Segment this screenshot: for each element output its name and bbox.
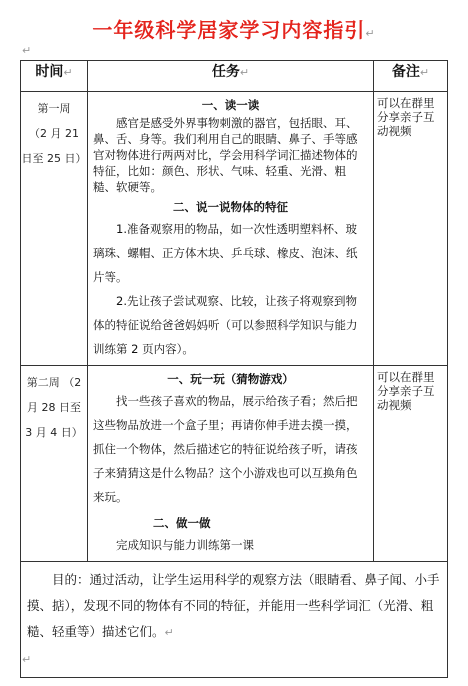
guide-table xyxy=(20,60,448,678)
section-heading: 二、说一说物体的特征 xyxy=(173,200,288,214)
task-paragraph: 找一些孩子喜欢的物品，展示给孩子看；然后把这些物品放进一个盒子里；再请你伸手进去摸一摸，抓住一个物体，然后描述它的特征说给孩子听，请孩子来猜猜这是什么物品？这个小游戏也可以互换角色来玩。 xyxy=(93,394,358,504)
section-heading: 一、玩一玩（猜物游戏） xyxy=(167,372,294,386)
week-cell: 第二周 （2 月 28 日至 3 月 4 日） xyxy=(21,366,88,562)
section-heading: 二、做一做 xyxy=(153,516,211,530)
header-row xyxy=(21,61,448,92)
task-paragraph: 1.准备观察用的物品，如一次性透明塑料杯、玻璃珠、螺帽、正方体木块、乒乓球、橡皮、泡沫、纸片等。 xyxy=(93,222,358,284)
task-paragraph: 2.先让孩子尝试观察、比较，让孩子将观察到物体的特征说给爸爸妈妈听（可以参照科学知识与能力训练第 2 页内容）。 xyxy=(93,294,358,356)
header-time: 时间↵ xyxy=(21,61,88,92)
paragraph-mark: ↵ xyxy=(365,27,376,40)
task-cell xyxy=(88,92,374,366)
paragraph-mark: ↵ xyxy=(22,653,32,666)
week-cell: 第一周 （2 月 21 日至 25 日） xyxy=(21,92,88,366)
header-task: 任务↵ xyxy=(88,61,374,92)
task-paragraph: 完成知识与能力训练第一课 xyxy=(116,538,254,552)
page-title: 一年级科学居家学习内容指引↵ xyxy=(92,18,376,42)
purpose-cell xyxy=(21,562,448,678)
task-cell xyxy=(88,366,374,562)
section-heading: 一、读一读 xyxy=(201,98,260,112)
note-cell: 可以在群里分享亲子互动视频 xyxy=(374,92,448,366)
header-note: 备注↵ xyxy=(374,61,448,92)
task-paragraph: 感官是感受外界事物刺激的器官，包括眼、耳、鼻、舌、身等。我们利用自己的眼睛、鼻子、手等感官对物体进行两两对比，学会用科学词汇描述物体的特征，比如：颜色、形状、气味、轻重、光滑、粗糙、软硬等。 xyxy=(93,116,358,194)
week-row xyxy=(21,366,448,562)
paragraph-mark: ↵ xyxy=(22,44,32,57)
purpose-row xyxy=(21,562,448,678)
note-cell: 可以在群里分享亲子互动视频 xyxy=(374,366,448,562)
purpose-text: 目的：通过活动，让学生运用科学的观察方法（眼睛看、鼻子闻、小手摸、掂），发现不同的物体有不同的特征，并能用一些科学词汇（光滑、粗糙、轻重等）描述它们。↵ xyxy=(27,572,440,639)
week-row xyxy=(21,92,448,366)
